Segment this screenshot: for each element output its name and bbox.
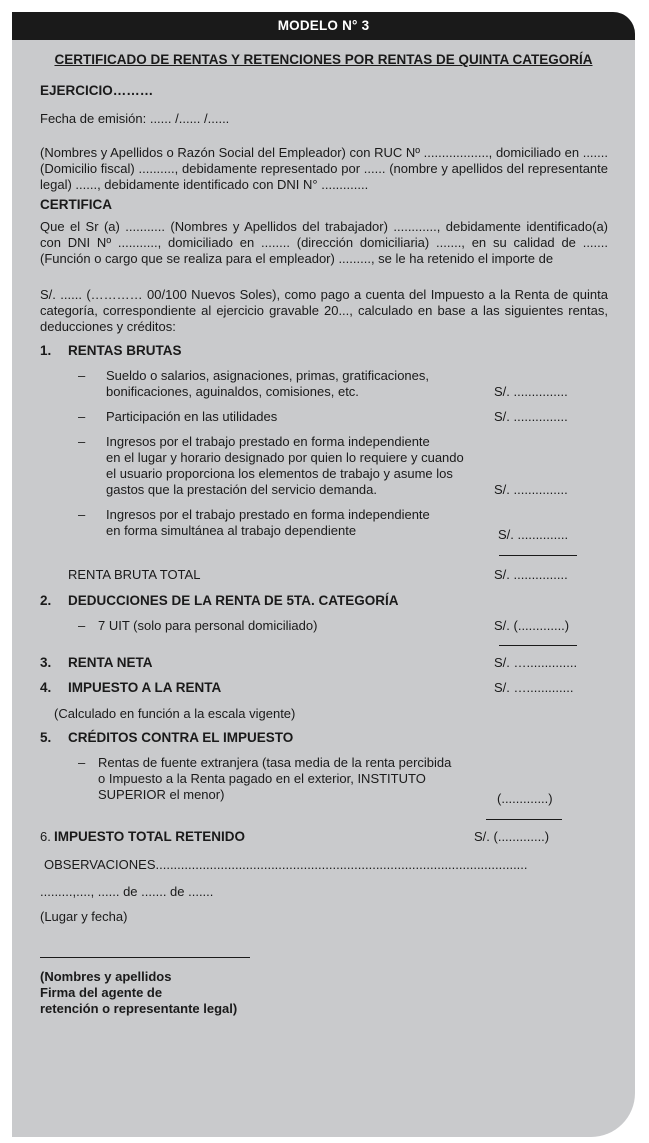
renta-bruta-total-amount: S/. ...............	[494, 567, 568, 582]
signature-caption: retención o representante legal)	[40, 1001, 238, 1016]
item-line: en forma simultánea al trabajo dependiente	[106, 523, 357, 538]
item-dash: –	[78, 434, 86, 449]
item-amount: S/. ...............	[494, 384, 568, 399]
certifica-heading: CERTIFICA	[40, 197, 112, 212]
worker-paragraph: Que el Sr (a) ........... (Nombres y Apellidos del trabajador) ............, debidamente identificado(a) con DNI Nº ..........., domiciliado en ........ (dirección domiciliaria) ......., en su calidad de ....... (Función o cargo que se realiza para el empleador) ........., se le ha retenido el importe de	[40, 219, 608, 266]
impuesto-note: (Calculado en función a la escala vigente)	[54, 706, 296, 721]
item-dash: –	[78, 618, 86, 633]
section-2-number: 2.	[40, 593, 52, 608]
model-title: MODELO N° 3	[277, 18, 370, 33]
lugar-fecha-label: (Lugar y fecha)	[40, 909, 128, 924]
signature-line	[40, 957, 250, 958]
item-line: bonificaciones, aguinaldos, comisiones, etc.	[106, 384, 359, 399]
item-line: el usuario proporciona los elementos de trabajo y asume los	[106, 466, 453, 481]
impuesto-amount: S/. ….............	[494, 680, 574, 695]
lugar-fecha-line: .........,...., ...... de ....... de .......	[40, 884, 214, 899]
item-dash: –	[78, 507, 86, 522]
section-1-number: 1.	[40, 343, 52, 358]
renta-bruta-total-label: RENTA BRUTA TOTAL	[68, 567, 201, 582]
section-5-title: CRÉDITOS CONTRA EL IMPUESTO	[68, 730, 294, 745]
section-3-title: RENTA NETA	[68, 655, 153, 670]
employer-paragraph: (Nombres y Apellidos o Razón Social del Empleador) con RUC Nº .................., domiciliado en ....... (Domicilio fiscal) .........., debidamente representado por ...... (nombre y apellidos del representante legal) ......, debidamente identificado con DNI N° .............	[40, 145, 608, 192]
item-amount: S/. ...............	[494, 409, 568, 424]
certificate-card	[12, 12, 635, 1137]
deduction-item: 7 UIT (solo para personal domiciliado)	[98, 618, 318, 633]
section-2-title: DEDUCCIONES DE LA RENTA DE 5TA. CATEGORÍA	[68, 593, 399, 608]
subtotal-rule	[499, 555, 577, 556]
document-title: CERTIFICADO DE RENTAS Y RETENCIONES POR RENTAS DE QUINTA CATEGORÍA	[54, 52, 593, 67]
credit-line: SUPERIOR el menor)	[98, 787, 225, 802]
section-3-number: 3.	[40, 655, 52, 670]
signature-caption: (Nombres y apellidos	[40, 969, 172, 984]
section-5-number: 5.	[40, 730, 52, 745]
section-4-number: 4.	[40, 680, 52, 695]
section-6-title: IMPUESTO TOTAL RETENIDO	[54, 829, 246, 844]
ejercicio-label: EJERCICIO………	[40, 83, 154, 98]
credit-line: o Impuesto a la Renta pagado en el exterior, INSTITUTO	[98, 771, 426, 786]
model-header	[12, 12, 635, 40]
item-line: Ingresos por el trabajo prestado en forma independiente	[106, 507, 430, 522]
amount-paragraph: S/. ...... (………… 00/100 Nuevos Soles), como pago a cuenta del Impuesto a la Renta de quinta categoría, correspondiente al ejercicio gravable 20..., calculado en base a las siguientes rentas, deducciones y créditos:	[40, 287, 608, 334]
signature-caption: Firma del agente de	[40, 985, 163, 1000]
credit-amount: (.............)	[497, 791, 553, 806]
deduction-amount: S/. (.............)	[494, 618, 570, 633]
item-line: en el lugar y horario designado por quien lo requiere y cuando	[106, 450, 464, 465]
renta-neta-amount: S/. …..............	[494, 655, 578, 670]
observaciones-line: OBSERVACIONES.......................................................................................................	[44, 857, 528, 872]
item-line: Ingresos por el trabajo prestado en forma independiente	[106, 434, 430, 449]
item-line: Participación en las utilidades	[106, 409, 278, 424]
item-dash: –	[78, 368, 86, 383]
section-4-title: IMPUESTO A LA RENTA	[68, 680, 222, 695]
item-dash: –	[78, 755, 86, 770]
item-line: gastos que la prestación del servicio demanda.	[106, 482, 377, 497]
item-line: Sueldo o salarios, asignaciones, primas, gratificaciones,	[106, 368, 430, 383]
subtotal-rule	[486, 819, 562, 820]
section-1-title: RENTAS BRUTAS	[68, 343, 182, 358]
credit-line: Rentas de fuente extranjera (tasa media de la renta percibida	[98, 755, 452, 770]
issue-date: Fecha de emisión: ...... /...... /......	[40, 111, 230, 126]
item-amount: S/. ..............	[498, 527, 569, 542]
subtotal-rule	[499, 645, 577, 646]
item-dash: –	[78, 409, 86, 424]
item-amount: S/. ...............	[494, 482, 568, 497]
section-6-number: 6.	[40, 829, 51, 844]
total-retenido-amount: S/. (.............)	[474, 829, 550, 844]
